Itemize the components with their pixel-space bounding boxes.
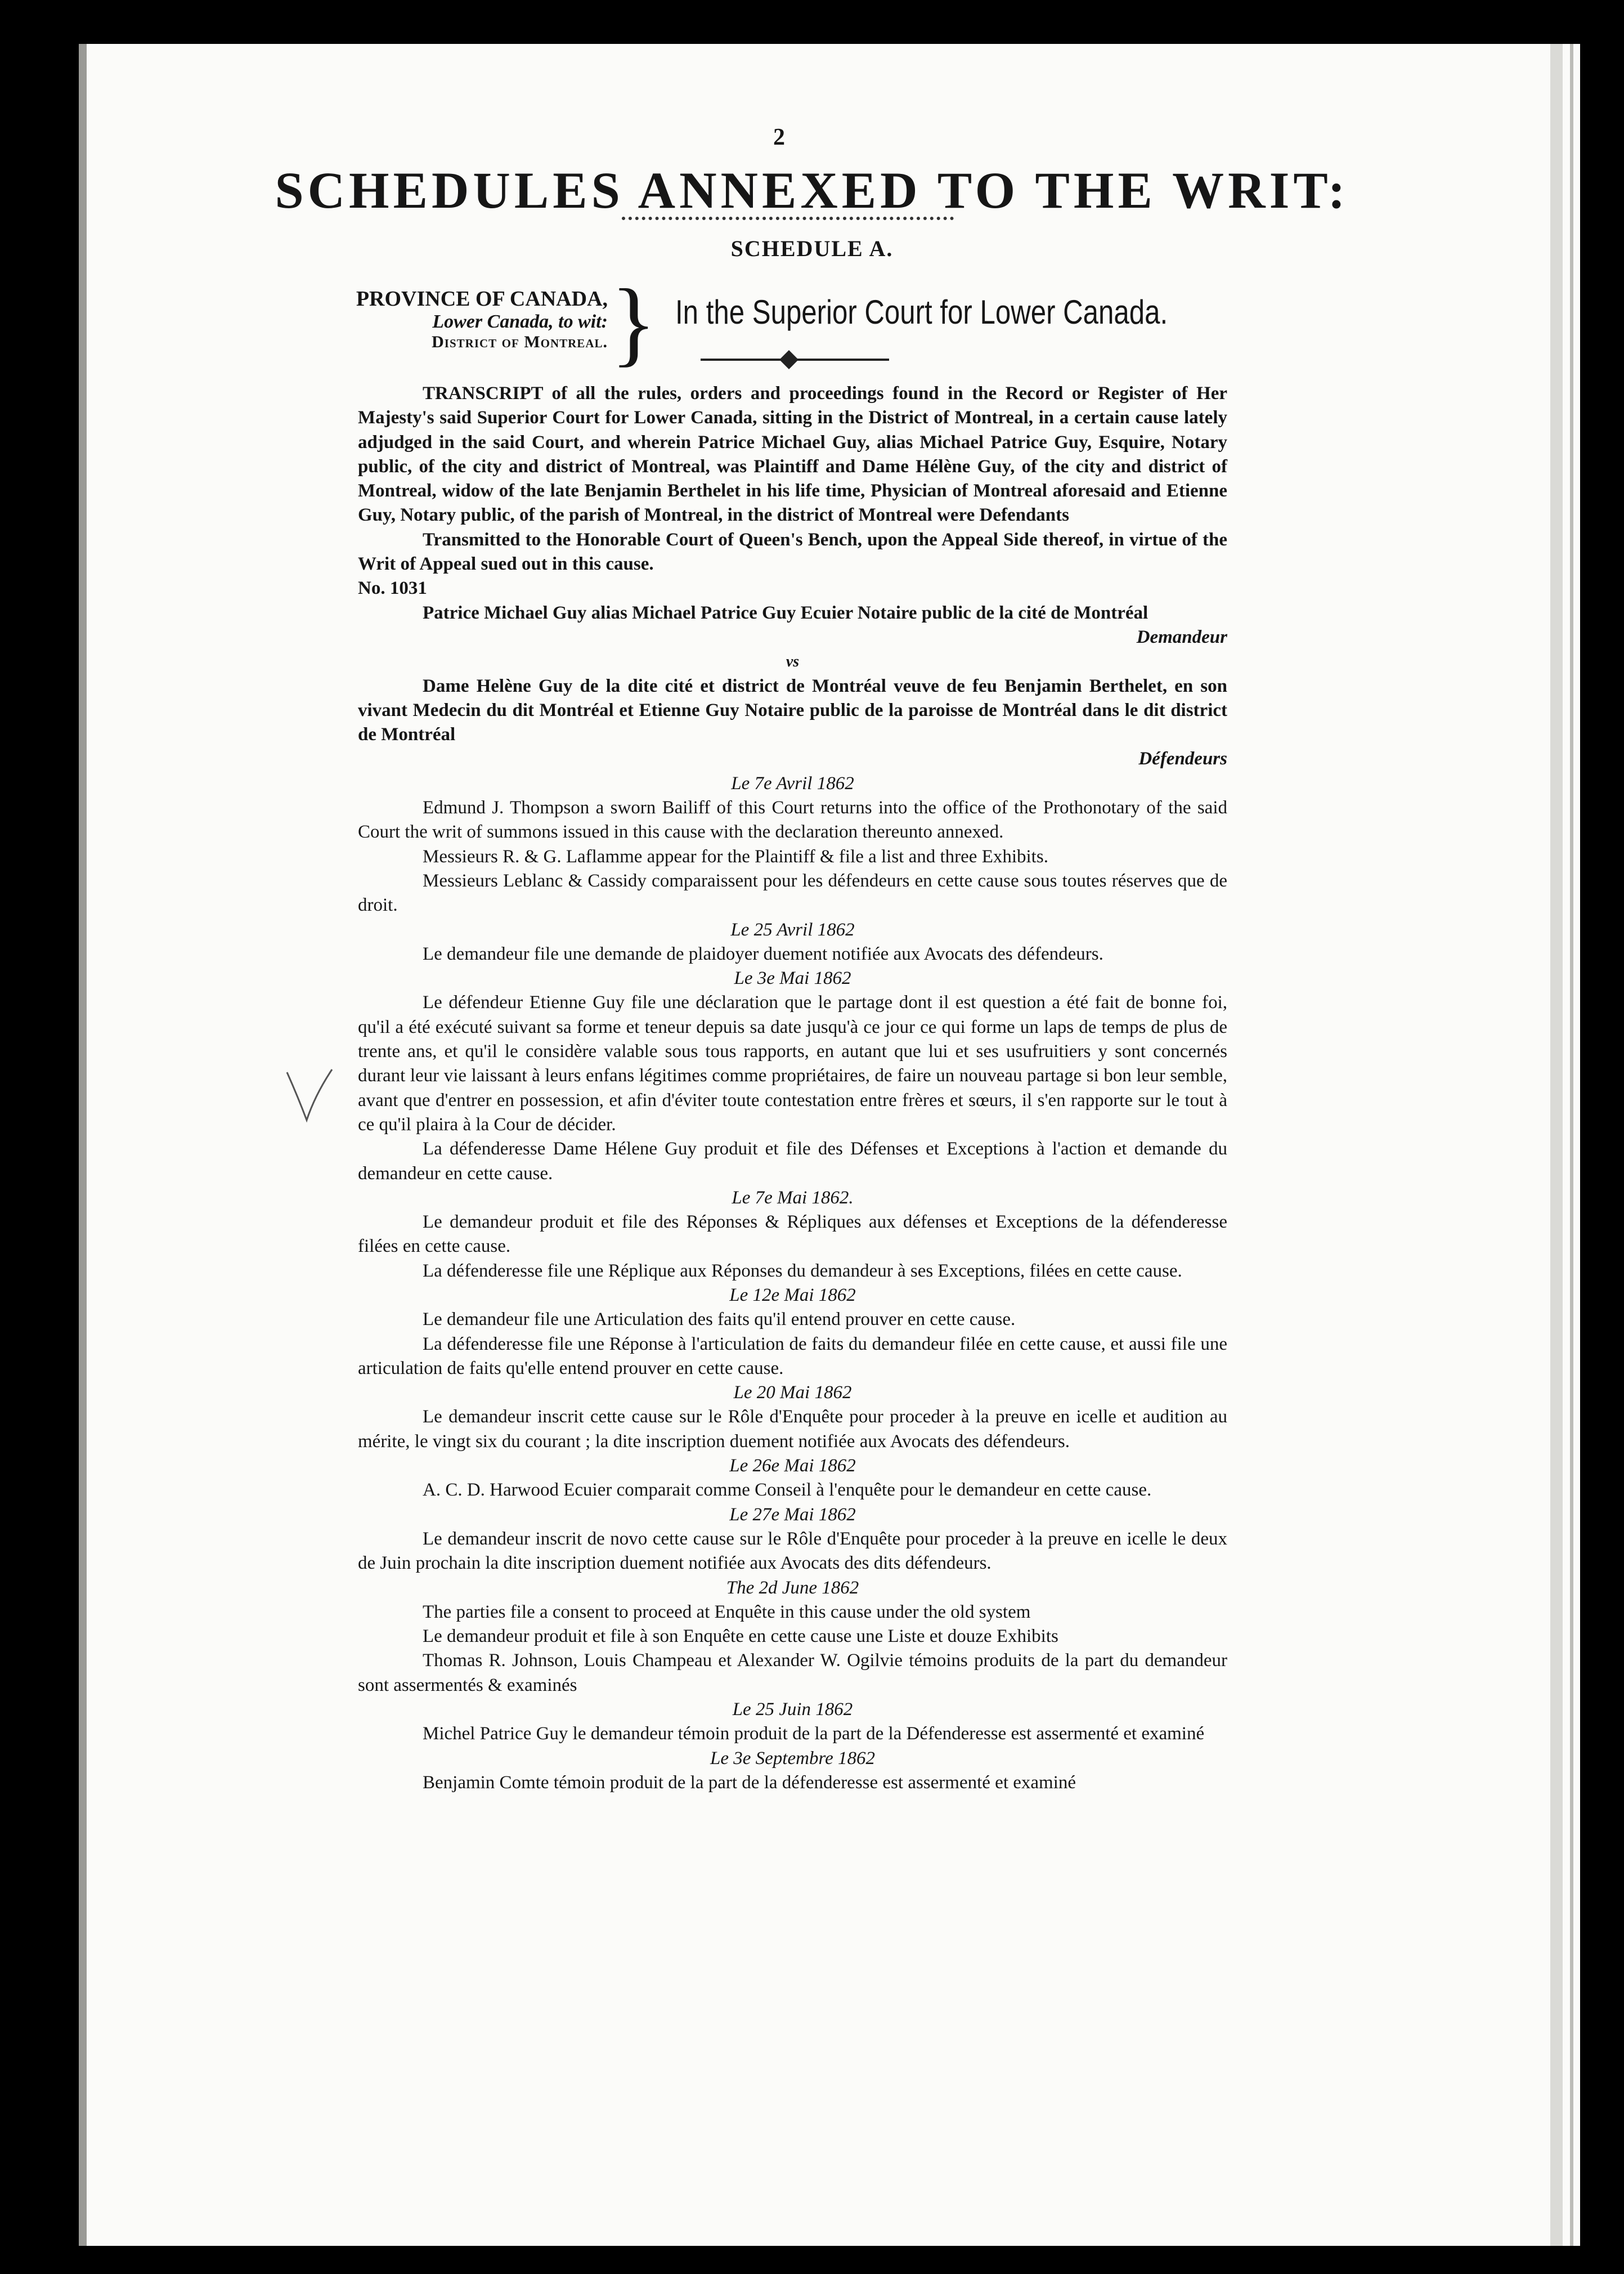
entry-date: Le 25 Avril 1862 bbox=[730, 919, 855, 940]
entry-paragraph: La défenderesse file une Réplique aux Réponses du demandeur à ses Exceptions, filées en cette cause. bbox=[423, 1260, 1182, 1281]
entry-paragraph: Edmund J. Thompson a sworn Bailiff of this Court returns into the office of the Prothonotary of the said Court the writ of summons issued in this cause with the declaration thereunto annexed. bbox=[358, 798, 1227, 843]
plaintiff-line: Patrice Michael Guy alias Michael Patrice Guy Ecuier Notaire public de la cité de Montréal bbox=[423, 602, 1149, 623]
entry-paragraph: Le défendeur Etienne Guy file une déclaration que le partage dont il est question a été fait de bonne foi, qu'il a été exécuté suivant sa forme et teneur depuis sa date jusqu'à ce jour ce qui forme un laps de temps de plus de trente ans, et qu'il le considère valable sous tous rapports, en autant que lui et ses usufruitiers y sont concernés durant leur vie laissant à leurs enfans légitimes comme propriétaires, de faire un nouveau partage si bon leur semble, avant que d'entrer en possession, et afin d'éviter toute contestation entre frères et sœurs, il s'en rapporte sur le tout à ce qu'il plaira à la Cour de décider. bbox=[358, 992, 1227, 1135]
entry-date: Le 20 Mai 1862 bbox=[733, 1382, 852, 1403]
entry-date: Le 26e Mai 1862 bbox=[729, 1456, 856, 1476]
case-number: No. 1031 bbox=[358, 578, 427, 599]
entry-paragraph: La défenderesse file une Réponse à l'articulation de faits du demandeur filée en cette cause, et aussi file une articulation de faits qu'elle entend prouver en cette cause. bbox=[358, 1333, 1227, 1378]
entry-paragraph: Le demandeur inscrit cette cause sur le Rôle d'Enquête pour proceder à la preuve en icelle et audition au mérite, le vingt six du courant ; la dite inscription duement notifiée aux Avocats des défendeurs. bbox=[358, 1407, 1227, 1452]
entry-paragraph: Le demandeur produit et file à son Enquête en cette cause une Liste et douze Exhibits bbox=[423, 1626, 1058, 1647]
page-fold-line bbox=[1570, 44, 1573, 2260]
plaintiff-role: Demandeur bbox=[1136, 626, 1227, 647]
entry-date: Le 7e Mai 1862. bbox=[732, 1187, 854, 1208]
entry-paragraph: The parties file a consent to proceed at Enquête in this cause under the old system bbox=[423, 1601, 1031, 1622]
schedule-heading: SCHEDULE A. bbox=[730, 236, 894, 261]
entry-paragraph: Michel Patrice Guy le demandeur témoin produit de la part de la Défenderesse est assermenté et examiné bbox=[423, 1724, 1205, 1744]
page-fold-edge bbox=[1550, 44, 1563, 2260]
entry-date: The 2d June 1862 bbox=[726, 1577, 859, 1598]
entry-paragraph: La défenderesse Dame Hélene Guy produit et file des Défenses et Exceptions à l'action et demande du demandeur en cette cause. bbox=[358, 1139, 1227, 1184]
entry-paragraph: Benjamin Comte témoin produit de la part de la défenderesse est assermenté et examiné bbox=[423, 1772, 1076, 1793]
entry-paragraph: Thomas R. Johnson, Louis Champeau et Alexander W. Ogilvie témoins produits de la part du demandeur sont assermentés & examinés bbox=[358, 1650, 1227, 1695]
entry-paragraph: Le demandeur file une demande de plaidoyer duement notifiée aux Avocats des défendeurs. bbox=[423, 943, 1103, 964]
page-number: 2 bbox=[773, 124, 785, 150]
title-divider bbox=[622, 217, 954, 220]
province-subline: Lower Canada, to wit: bbox=[432, 311, 608, 332]
province-line: PROVINCE OF CANADA, bbox=[356, 287, 608, 311]
court-heading: In the Superior Court for Lower Canada. bbox=[675, 293, 1168, 331]
district-line: District of Montreal. bbox=[432, 332, 608, 351]
entry-paragraph: Le demandeur inscrit de novo cette cause sur le Rôle d'Enquête pour proceder à la preuve en icelle le deux de Juin prochain la dite inscription duement notifiée aux Avocats des dits défendeurs. bbox=[358, 1528, 1227, 1574]
entry-paragraph: Messieurs R. & G. Laflamme appear for the Plaintiff & file a list and three Exhibits. bbox=[423, 846, 1048, 867]
transcript-text: of all the rules, orders and proceedings found in the Record or Register of Her Majesty's said Superior Court for Lower Canada, sitting in the District of Montreal, in a certain cause lately adjudged in the said Court, and wherein Patrice Michael Guy, alias Michael Patrice Guy, Esquire, Notary public, of the city and district of Montreal, was Plaintiff and Dame Hélène Guy, of the city and district of Montreal, widow of the late Benjamin Berthelet in his life time, Physician of Montreal aforesaid and Etienne Guy, Notary public, of the parish of Montreal, in the district of Montreal were Defendants bbox=[358, 383, 1227, 526]
entry-date: Le 3e Mai 1862 bbox=[734, 968, 851, 989]
defendants-role: Défendeurs bbox=[1138, 749, 1227, 769]
page-left-shadow bbox=[79, 44, 87, 2260]
entry-date: Le 7e Avril 1862 bbox=[731, 773, 854, 794]
entry-date: Le 12e Mai 1862 bbox=[729, 1284, 856, 1305]
document-title: SCHEDULES ANNEXED TO THE WRIT: bbox=[275, 162, 1349, 219]
province-block bbox=[321, 287, 608, 351]
versus: vs bbox=[786, 653, 800, 671]
entry-paragraph: Le demandeur produit et file des Réponses & Répliques aux défenses et Exceptions de la défenderesse filées en cette cause. bbox=[358, 1212, 1227, 1257]
docket-entries bbox=[358, 772, 1227, 1795]
defendants-line: Dame Helène Guy de la dite cité et district de Montréal veuve de feu Benjamin Berthelet, en son vivant Medecin du dit Montréal et Etienne Guy Notaire public de la paroisse de Montréal dans le dit district de Montréal bbox=[358, 675, 1227, 745]
entry-paragraph: Le demandeur file une Articulation des faits qu'il entend prouver en cette cause. bbox=[423, 1309, 1016, 1330]
entry-date: Le 27e Mai 1862 bbox=[729, 1504, 856, 1525]
document-body bbox=[358, 382, 1227, 1795]
transcript-paragraph bbox=[358, 382, 1227, 528]
scan-border-bottom bbox=[0, 2246, 1624, 2274]
transmitted-paragraph: Transmitted to the Honorable Court of Queen's Bench, upon the Appeal Side thereof, in virtue of the Writ of Appeal sued out in this cause. bbox=[358, 529, 1227, 575]
entry-paragraph: Messieurs Leblanc & Cassidy comparaissent pour les défendeurs en cette cause sous toutes réserves que de droit. bbox=[358, 870, 1227, 916]
transcript-lead: TRANSCRIPT bbox=[423, 383, 543, 404]
entry-date: Le 3e Septembre 1862 bbox=[710, 1748, 875, 1769]
brace-glyph: } bbox=[611, 270, 657, 375]
entry-paragraph: A. C. D. Harwood Ecuier comparait comme Conseil à l'enquête pour le demandeur en cette cause. bbox=[423, 1480, 1152, 1501]
handwritten-check-mark bbox=[284, 1067, 335, 1123]
entry-date: Le 25 Juin 1862 bbox=[732, 1699, 853, 1720]
